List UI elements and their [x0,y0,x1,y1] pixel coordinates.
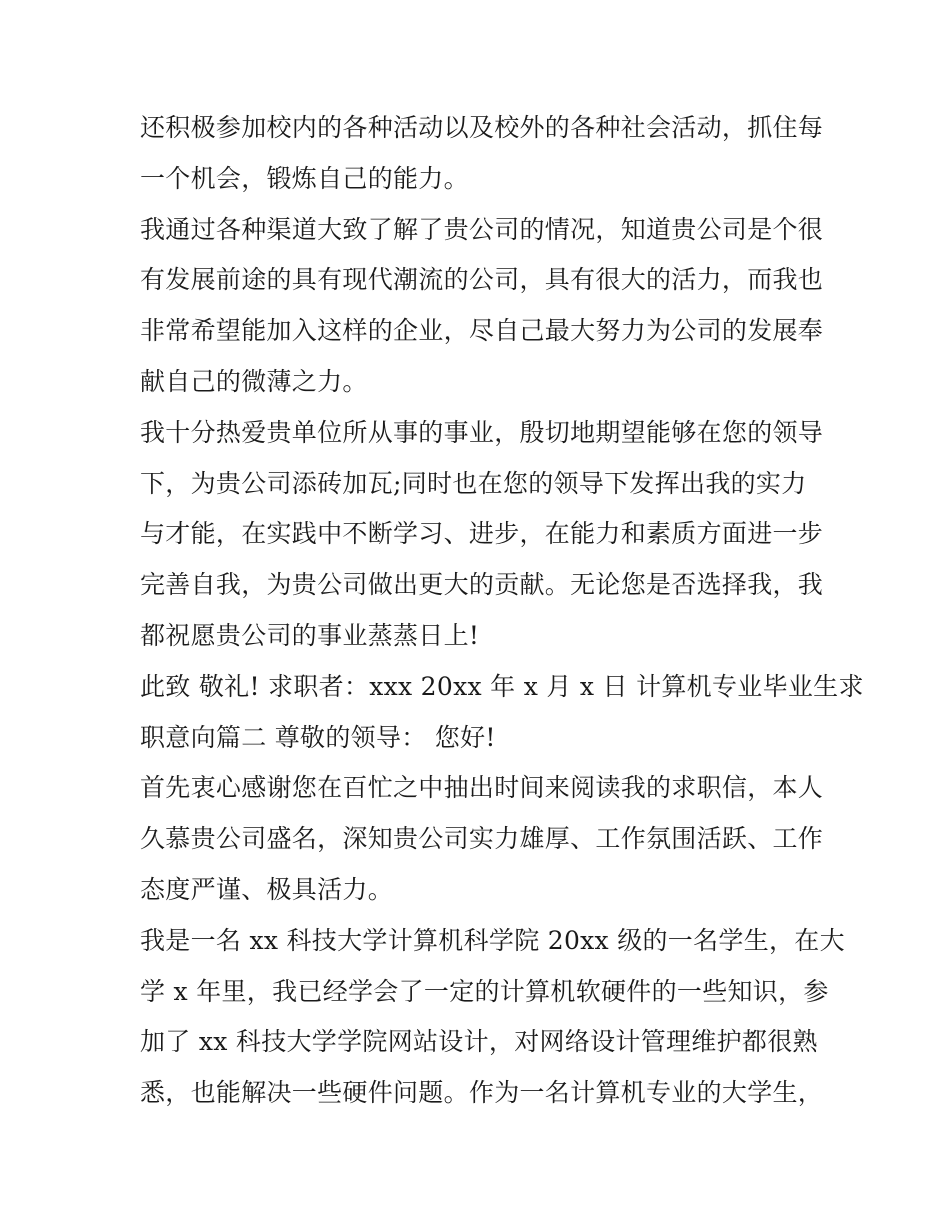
text-line: 还积极参加校内的各种活动以及校外的各种社会活动，抓住每 [140,113,824,142]
text-line: 悉，也能解决一些硬件问题。作为一名计算机专业的大学生， [140,1078,824,1108]
text-line: 一个机会，锻炼自己的能力。 [140,163,469,193]
text-line: 下，为贵公司添砖加瓦;同时也在您的领导下发挥出我的实力 [140,468,807,498]
text-line: 非常希望能加入这样的企业，尽自己最大努力为公司的发展奉 [140,316,824,346]
text-line: 态度严谨、极具活力。 [140,874,394,904]
text-line: 久慕贵公司盛名，深知贵公司实力雄厚、工作氛围活跃、工作 [140,824,824,854]
text-line: 我通过各种渠道大致了解了贵公司的情况，知道贵公司是个很 [140,214,824,244]
text-line: 我十分热爱贵单位所从事的事业，殷切地期望能够在您的领导 [140,417,824,447]
text-line: 都祝愿贵公司的事业蒸蒸日上! [140,620,480,650]
text-line: 首先衷心感谢您在百忙之中抽出时间来阅读我的求职信，本人 [140,773,824,803]
text-line: 职意向篇二 尊敬的领导： 您好! [140,722,496,752]
text-line: 献自己的微薄之力。 [140,366,368,396]
text-line: 加了 xx 科技大学学院网站设计，对网络设计管理维护都很熟 [140,1027,818,1057]
text-line: 我是一名 xx 科技大学计算机科学院 20xx 级的一名学生，在大 [140,925,845,955]
text-line: 与才能，在实践中不断学习、进步，在能力和素质方面进一步 [140,519,824,549]
text-line: 学 x 年里，我已经学会了一定的计算机软硬件的一些知识，参 [140,976,829,1006]
text-line: 此致 敬礼! 求职者：xxx 20xx 年 x 月 x 日 计算机专业毕业生求 [140,671,864,701]
text-line: 有发展前途的具有现代潮流的公司，具有很大的活力，而我也 [140,265,824,295]
text-line: 完善自我，为贵公司做出更大的贡献。无论您是否选择我，我 [140,570,824,600]
document-body [140,103,864,1119]
